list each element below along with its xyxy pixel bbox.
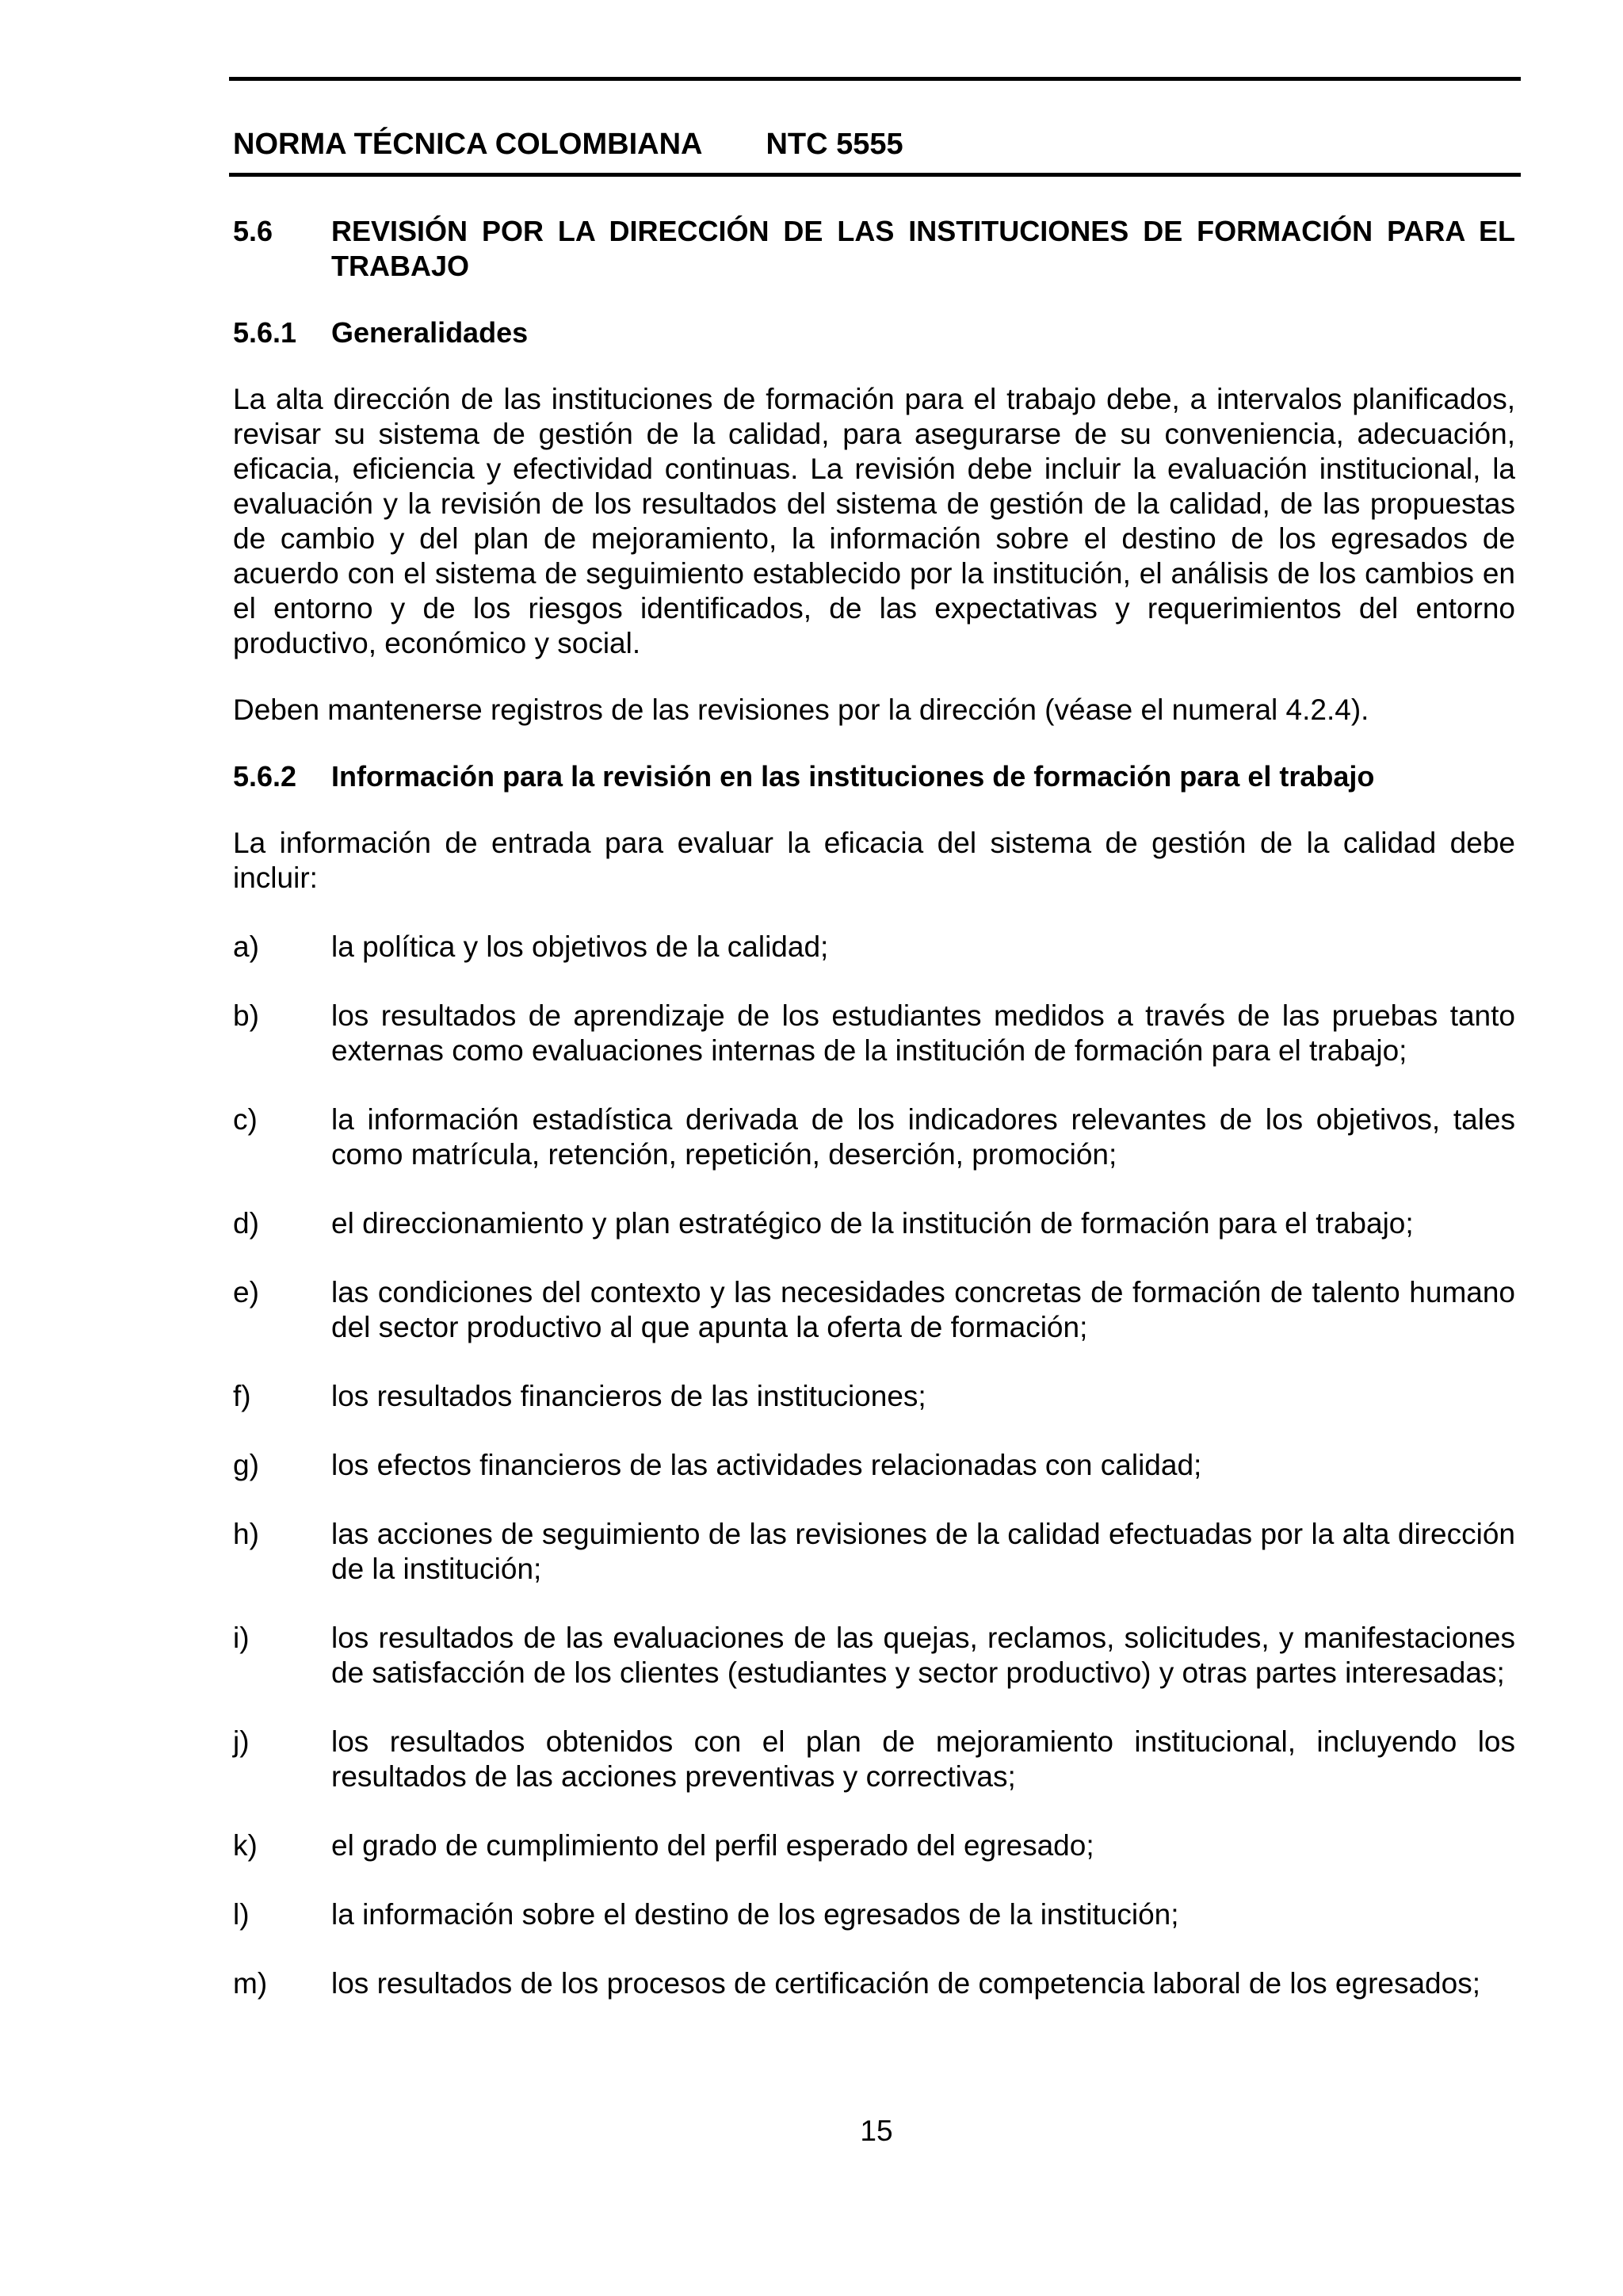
subsection-title: Generalidades	[331, 316, 529, 349]
list-marker: c)	[233, 1103, 258, 1136]
list-item	[233, 930, 1515, 965]
list-item	[233, 999, 1515, 1068]
subsection-heading-1	[233, 315, 1515, 350]
list-item	[233, 1379, 1515, 1414]
list-item	[233, 1448, 1515, 1483]
list-item-text: los resultados de las evaluaciones de las quejas, reclamos, solicitudes, y manifestaciones de satisfacción de los clientes (estudiantes y sector productivo) y otras partes interesadas;	[331, 1622, 1515, 1689]
section-title: REVISIÓN POR LA DIRECCIÓN DE LAS INSTITUCIONES DE FORMACIÓN PARA EL TRABAJO	[331, 215, 1515, 282]
standard-code: NTC 5555	[766, 128, 903, 161]
list-marker: h)	[233, 1518, 259, 1550]
list-marker: e)	[233, 1276, 259, 1308]
list-item-text: el direccionamiento y plan estratégico de la institución de formación para el trabajo;	[331, 1207, 1414, 1240]
list-marker: l)	[233, 1898, 250, 1931]
subsection-number: 5.6.2	[233, 760, 297, 793]
list-item-text: los efectos financieros de las actividades relacionadas con calidad;	[331, 1449, 1202, 1481]
list-item-text: las condiciones del contexto y las necesidades concretas de formación de talento humano del sector productivo al que apunta la oferta de formación;	[331, 1276, 1515, 1343]
list-item-text: los resultados de aprendizaje de los estudiantes medidos a través de las pruebas tanto externas como evaluaciones internas de la institución de formación para el trabajo;	[331, 999, 1515, 1067]
subsection-heading-2	[233, 759, 1515, 794]
list-item	[233, 1897, 1515, 1932]
subsection-title: Información para la revisión en las instituciones de formación para el trabajo	[331, 760, 1375, 793]
list-item	[233, 1966, 1515, 2001]
paragraph: La alta dirección de las instituciones de formación para el trabajo debe, a intervalos planificados, revisar su sistema de gestión de la calidad, para asegurarse de su conveniencia, adecuación, eficacia, eficiencia y efectividad continuas. La revisión debe incluir la evaluación institucional, la evaluación y la revisión de los resultados del sistema de gestión de la calidad, de las propuestas de cambio y del plan de mejoramiento, la información sobre el destino de los egresados de acuerdo con el sistema de seguimiento establecido por la institución, el análisis de los cambios en el entorno y de los riesgos identificados, de las expectativas y requerimientos del entorno productivo, económico y social.	[233, 383, 1515, 659]
document-page	[233, 0, 1520, 2296]
list-item-text: la información estadística derivada de los indicadores relevantes de los objetivos, tales como matrícula, retención, repetición, deserción, promoción;	[331, 1103, 1515, 1171]
list-marker: j)	[233, 1725, 250, 1758]
list-marker: g)	[233, 1449, 259, 1481]
list-item	[233, 1275, 1515, 1345]
list-marker: k)	[233, 1829, 258, 1862]
standard-title: NORMA TÉCNICA COLOMBIANA	[233, 128, 703, 161]
list-item	[233, 1828, 1515, 1863]
page-number: 15	[860, 2115, 893, 2147]
section-heading	[233, 214, 1515, 284]
list-item-text: los resultados de los procesos de certificación de competencia laboral de los egresados;	[331, 1967, 1480, 2000]
list-item	[233, 1517, 1515, 1587]
list-item	[233, 1621, 1515, 1690]
paragraph: La información de entrada para evaluar la eficacia del sistema de gestión de la calidad debe incluir:	[233, 827, 1515, 894]
list-item	[233, 1206, 1515, 1241]
list-item-text: la política y los objetivos de la calidad;	[331, 930, 829, 963]
list-item-text: el grado de cumplimiento del perfil esperado del egresado;	[331, 1829, 1094, 1862]
list-item-text: las acciones de seguimiento de las revisiones de la calidad efectuadas por la alta dirección de la institución;	[331, 1518, 1515, 1585]
list-marker: a)	[233, 930, 259, 963]
list-marker: d)	[233, 1207, 259, 1240]
list-marker: m)	[233, 1967, 268, 2000]
paragraph: Deben mantenerse registros de las revisiones por la dirección (véase el numeral 4.2.4).	[233, 693, 1369, 726]
list-item	[233, 1102, 1515, 1172]
document-header	[233, 127, 903, 162]
list-marker: b)	[233, 999, 259, 1032]
header-top-rule	[229, 77, 1521, 81]
list-item-text: los resultados financieros de las instituciones;	[331, 1380, 926, 1412]
list-item-text: los resultados obtenidos con el plan de mejoramiento institucional, incluyendo los resultados de las acciones preventivas y correctivas;	[331, 1725, 1515, 1793]
section-number: 5.6	[233, 215, 273, 247]
list-marker: i)	[233, 1622, 250, 1654]
document-body	[233, 214, 1515, 2001]
subsection-number: 5.6.1	[233, 316, 297, 349]
list-item	[233, 1725, 1515, 1794]
list-marker: f)	[233, 1380, 251, 1412]
list-item-text: la información sobre el destino de los egresados de la institución;	[331, 1898, 1179, 1931]
header-bottom-rule	[229, 173, 1521, 177]
